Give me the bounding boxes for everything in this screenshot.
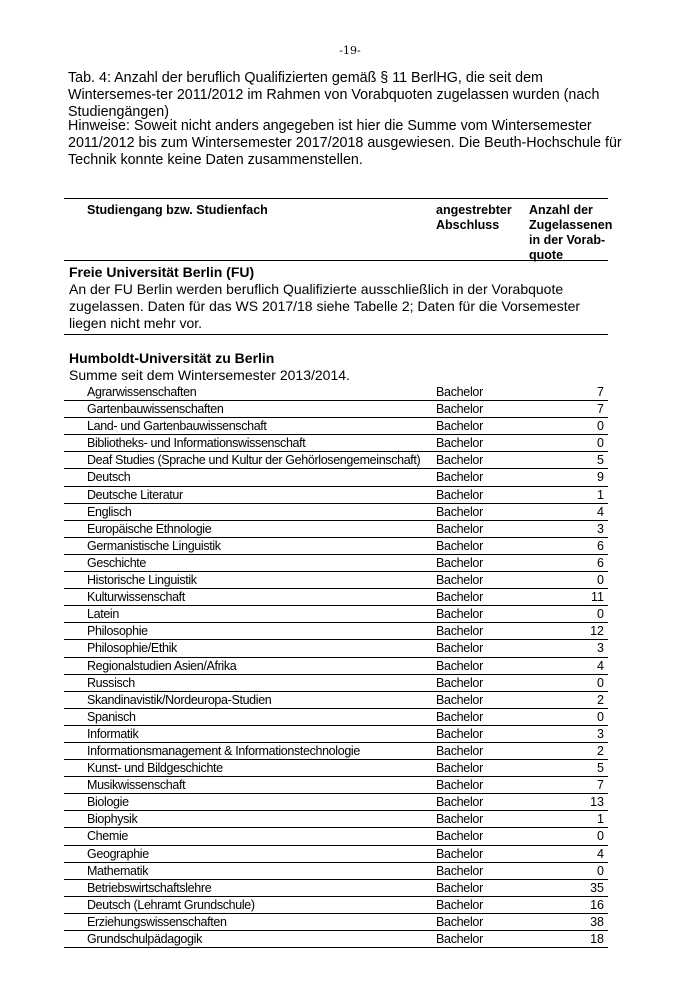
- header-degree: angestrebter Abschluss: [436, 203, 512, 232]
- row-count: 7: [597, 402, 604, 417]
- row-count: 0: [597, 829, 604, 844]
- table-row: [64, 897, 608, 914]
- row-degree: Bachelor: [436, 863, 483, 878]
- hu-title: Humboldt-Universität zu Berlin: [69, 350, 275, 366]
- row-degree: Bachelor: [436, 897, 483, 912]
- row-degree: Bachelor: [436, 624, 483, 639]
- row-degree: Bachelor: [436, 555, 483, 570]
- table-row: [64, 692, 608, 709]
- row-count: 3: [597, 641, 604, 656]
- row-degree: Bachelor: [436, 538, 483, 553]
- table-caption: Tab. 4: Anzahl der beruflich Qualifizierten gemäß § 11 BerlHG, die seit dem Wintersemes-ter 2011/2012 im Rahmen von Vorabquoten zugelassen wurden (nach Studiengängen): [68, 70, 600, 120]
- row-degree: Bachelor: [436, 487, 483, 502]
- table-row: [64, 726, 608, 743]
- row-count: 1: [597, 812, 604, 827]
- header-count: Anzahl der Zugelassenen in der Vorab-quote: [529, 203, 613, 262]
- row-subject: Englisch: [87, 504, 132, 519]
- row-subject: Grundschulpädagogik: [87, 932, 202, 946]
- row-count: 18: [590, 932, 604, 946]
- table-row: [64, 811, 608, 828]
- row-subject: Historische Linguistik: [87, 573, 197, 588]
- row-degree: Bachelor: [436, 419, 483, 434]
- fu-title: Freie Universität Berlin (FU): [69, 264, 255, 280]
- table-row: [64, 435, 608, 452]
- row-subject: Mathematik: [87, 863, 149, 878]
- row-degree: Bachelor: [436, 573, 483, 588]
- row-subject: Kulturwissenschaft: [87, 590, 185, 605]
- row-subject: Deaf Studies (Sprache und Kultur der Gehörlosengemeinschaft): [87, 453, 421, 468]
- row-degree: Bachelor: [436, 709, 483, 724]
- row-subject: Philosophie: [87, 624, 148, 639]
- table-row: [64, 623, 608, 640]
- row-subject: Gartenbauwissenschaften: [87, 402, 224, 417]
- hu-rows: [64, 384, 608, 948]
- row-count: 12: [590, 624, 604, 639]
- table-row: [64, 504, 608, 521]
- row-count: 9: [597, 470, 604, 485]
- row-count: 0: [597, 863, 604, 878]
- row-subject: Latein: [87, 607, 119, 622]
- row-degree: Bachelor: [436, 812, 483, 827]
- table-row: [64, 487, 608, 504]
- row-degree: Bachelor: [436, 453, 483, 468]
- table-row: [64, 589, 608, 606]
- table-row: [64, 606, 608, 623]
- table-row: [64, 760, 608, 777]
- row-count: 0: [597, 573, 604, 588]
- row-count: 6: [597, 538, 604, 553]
- row-degree: Bachelor: [436, 675, 483, 690]
- row-subject: Germanistische Linguistik: [87, 538, 221, 553]
- row-subject: Biologie: [87, 795, 129, 810]
- row-count: 7: [597, 385, 604, 399]
- table-row: [64, 675, 608, 692]
- row-count: 0: [597, 675, 604, 690]
- row-subject: Erziehungswissenschaften: [87, 914, 227, 929]
- fu-note: An der FU Berlin werden beruflich Qualifizierte ausschließlich in der Vorabquote zugelassen. Daten für das WS 2017/18 siehe Tabelle 2; Daten für die Vorsemester liegen nicht mehr vor.: [69, 281, 581, 331]
- row-degree: Bachelor: [436, 641, 483, 656]
- table-row: [64, 658, 608, 675]
- row-degree: Bachelor: [436, 692, 483, 707]
- table-row: [64, 709, 608, 726]
- row-subject: Russisch: [87, 675, 135, 690]
- page-number: -19-: [339, 44, 361, 57]
- row-count: 38: [590, 914, 604, 929]
- table-row: [64, 384, 608, 401]
- row-count: 2: [597, 743, 604, 758]
- row-degree: Bachelor: [436, 743, 483, 758]
- table-row: [64, 572, 608, 589]
- table-row: [64, 538, 608, 555]
- row-degree: Bachelor: [436, 590, 483, 605]
- table-row: [64, 846, 608, 863]
- row-subject: Spanisch: [87, 709, 136, 724]
- table-row: [64, 521, 608, 538]
- row-subject: Informationsmanagement & Informationstechnologie: [87, 743, 360, 758]
- table-row: [64, 828, 608, 845]
- row-degree: Bachelor: [436, 402, 483, 417]
- row-degree: Bachelor: [436, 726, 483, 741]
- table-row: [64, 931, 608, 948]
- table-row: [64, 452, 608, 469]
- row-subject: Geschichte: [87, 555, 147, 570]
- hu-note: Summe seit dem Wintersemester 2013/2014.: [69, 367, 350, 383]
- table-row: [64, 777, 608, 794]
- row-subject: Regionalstudien Asien/Afrika: [87, 658, 237, 673]
- row-count: 1: [597, 487, 604, 502]
- row-count: 16: [590, 897, 604, 912]
- row-subject: Bibliotheks- und Informationswissenschaft: [87, 436, 306, 451]
- table-row: [64, 794, 608, 811]
- row-subject: Deutsch: [87, 470, 131, 485]
- row-count: 3: [597, 521, 604, 536]
- row-count: 13: [590, 795, 604, 810]
- row-subject: Deutsche Literatur: [87, 487, 183, 502]
- table-row: [64, 914, 608, 931]
- row-degree: Bachelor: [436, 778, 483, 793]
- table-row: [64, 469, 608, 486]
- table-row: [64, 880, 608, 897]
- row-count: 0: [597, 709, 604, 724]
- row-degree: Bachelor: [436, 658, 483, 673]
- row-subject: Kunst- und Bildgeschichte: [87, 761, 223, 776]
- fu-section: [64, 261, 608, 335]
- row-count: 2: [597, 692, 604, 707]
- header-subject: Studiengang bzw. Studienfach: [87, 203, 268, 217]
- table-header: [64, 199, 613, 262]
- row-count: 3: [597, 726, 604, 741]
- row-subject: Betriebswirtschaftslehre: [87, 880, 212, 895]
- table-row: [64, 555, 608, 572]
- table-row: [64, 418, 608, 435]
- row-degree: Bachelor: [436, 761, 483, 776]
- row-count: 5: [597, 453, 604, 468]
- row-count: 0: [597, 607, 604, 622]
- row-count: 4: [597, 658, 604, 673]
- row-degree: Bachelor: [436, 795, 483, 810]
- row-degree: Bachelor: [436, 607, 483, 622]
- row-subject: Chemie: [87, 829, 128, 844]
- row-degree: Bachelor: [436, 914, 483, 929]
- row-subject: Agrarwissenschaften: [87, 385, 197, 399]
- row-count: 0: [597, 419, 604, 434]
- row-degree: Bachelor: [436, 932, 483, 946]
- row-count: 6: [597, 555, 604, 570]
- table-row: [64, 863, 608, 880]
- row-degree: Bachelor: [436, 880, 483, 895]
- row-count: 4: [597, 846, 604, 861]
- row-subject: Philosophie/Ethik: [87, 641, 177, 656]
- row-degree: Bachelor: [436, 436, 483, 451]
- admissions-table: [64, 198, 613, 948]
- row-degree: Bachelor: [436, 504, 483, 519]
- row-degree: Bachelor: [436, 846, 483, 861]
- row-subject: Biophysik: [87, 812, 138, 827]
- row-degree: Bachelor: [436, 470, 483, 485]
- row-subject: Deutsch (Lehramt Grundschule): [87, 897, 255, 912]
- hu-section: [64, 350, 608, 948]
- table-row: [64, 401, 608, 418]
- row-subject: Musikwissenschaft: [87, 778, 186, 793]
- row-subject: Geographie: [87, 846, 149, 861]
- row-count: 7: [597, 778, 604, 793]
- row-subject: Informatik: [87, 726, 139, 741]
- table-row: [64, 640, 608, 657]
- row-subject: Europäische Ethnologie: [87, 521, 212, 536]
- row-degree: Bachelor: [436, 521, 483, 536]
- row-count: 0: [597, 436, 604, 451]
- row-count: 35: [590, 880, 604, 895]
- row-degree: Bachelor: [436, 829, 483, 844]
- row-degree: Bachelor: [436, 385, 483, 399]
- row-count: 5: [597, 761, 604, 776]
- table-row: [64, 743, 608, 760]
- table-hint: Hinweise: Soweit nicht anders angegeben ist hier die Summe vom Wintersemester 2011/2012 bis zum Wintersemester 2017/2018 ausgewiesen. Die Beuth-Hochschule für Technik konnte keine Daten zusammenstellen.: [68, 118, 622, 168]
- row-subject: Land- und Gartenbauwissenschaft: [87, 419, 267, 434]
- row-count: 4: [597, 504, 604, 519]
- row-subject: Skandinavistik/Nordeuropa-Studien: [87, 692, 272, 707]
- row-count: 11: [591, 590, 604, 605]
